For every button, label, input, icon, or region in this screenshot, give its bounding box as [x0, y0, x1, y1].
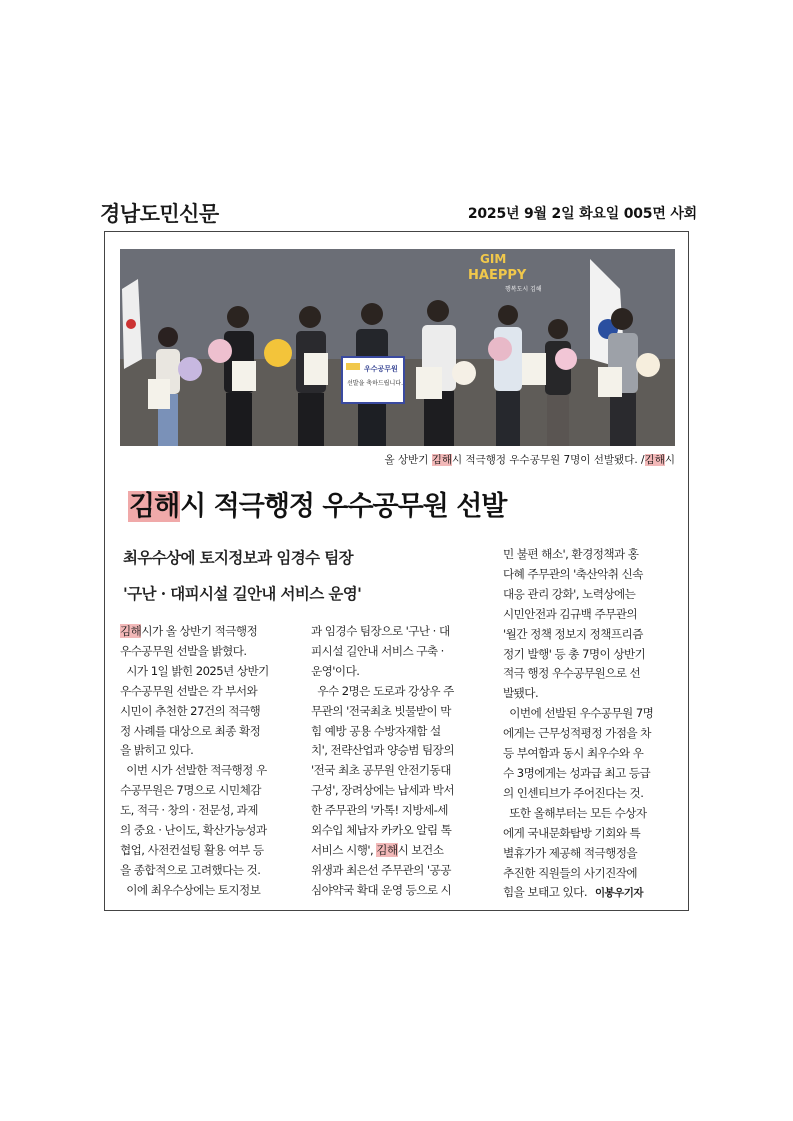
- caption-highlight-1: 김해: [431, 454, 453, 466]
- column-line: 구성', 장려상에는 납세과 박서: [311, 783, 454, 798]
- column-line: 위생과 최은선 주무관의 '공공: [311, 862, 451, 877]
- column-line: 심야약국 확대 운영 등으로 시: [311, 882, 452, 897]
- flower-bouquet: [178, 357, 202, 381]
- column-line: 협업, 사전컨설팅 활용 여부 등: [120, 842, 264, 857]
- flower-bouquet: [555, 348, 577, 370]
- photo-caption: [384, 452, 675, 467]
- column-line: 피시설 길안내 서비스 구축 ·: [311, 643, 444, 658]
- body-highlight: 김해: [120, 624, 142, 638]
- headline-highlight: 김해: [129, 491, 180, 522]
- certificate: [598, 367, 622, 397]
- flower-bouquet: [636, 353, 660, 377]
- flower-bouquet: [452, 361, 476, 385]
- column-line: 치', 전략산업과 양승범 팀장의: [311, 743, 454, 758]
- column-line: 외수입 체납자 카카오 알림 톡: [311, 823, 452, 838]
- column-line: 정 사례를 대상으로 최종 확정: [120, 723, 261, 738]
- article-column-2: [311, 622, 483, 901]
- article-headline: [128, 484, 506, 523]
- certificate: [416, 367, 442, 399]
- column-line: 시민안전과 김규백 주무관의: [503, 606, 638, 621]
- board-subtitle: 선발을 축하드립니다.: [347, 380, 403, 387]
- subheadline-1: 최우수상에 토지정보과 임경수 팀장: [123, 548, 353, 567]
- subheadline-2: '구난 · 대피시설 길안내 서비스 운영': [123, 584, 362, 603]
- backdrop-sign-line1: GIM: [480, 252, 507, 266]
- column-line-text: 시가 올 상반기 적극행정: [141, 624, 258, 638]
- column-line: 수 3명에게는 성과급 최고 등급: [503, 765, 651, 780]
- certificate: [522, 353, 546, 385]
- column-line: 또한 올해부터는 모든 수상자: [503, 805, 647, 820]
- board-logo: [346, 363, 360, 370]
- column-line: 등 부여함과 동시 최우수와 우: [503, 746, 644, 761]
- caption-pre: 올 상반기: [384, 454, 432, 466]
- column-line: 힘 예방 공용 수방자재함 설: [311, 723, 441, 738]
- column-line: 수공무원은 7명으로 시민체감: [120, 783, 261, 798]
- column-line: 이번 시가 선발한 적극행정 우: [120, 763, 267, 778]
- article-column-3: [503, 545, 675, 904]
- column-line: 우수 2명은 도로과 강상우 주: [311, 683, 454, 698]
- column-line: 을 밝히고 있다.: [120, 743, 194, 758]
- column-line: 이에 최우수상에는 토지정보: [120, 882, 261, 897]
- column-line: 의 중요 · 난이도, 확산가능성과: [120, 823, 267, 838]
- column-line: 을 종합적으로 고려했다는 것.: [120, 862, 261, 877]
- caption-post: 시: [664, 454, 675, 466]
- column-line: 대응 관리 강화', 노력상에는: [503, 586, 636, 601]
- column-line: [311, 841, 483, 861]
- column-line: 별휴가가 제공해 적극행정을: [503, 845, 638, 860]
- caption-highlight-2: 김해: [644, 454, 665, 466]
- column-line: 에게 국내문화탐방 기회와 특: [503, 825, 641, 840]
- column-line: 도, 적극 · 창의 · 전문성, 과제: [120, 803, 258, 818]
- column-line: 발됐다.: [503, 686, 539, 701]
- column-line: '전국 최초 공무원 안전기동대: [311, 763, 451, 778]
- column-line: 다혜 주무관의 '축산악취 신속: [503, 566, 643, 581]
- photo-illustration: [120, 249, 675, 446]
- reporter-byline: 이봉우기자: [594, 887, 643, 900]
- column-line: 적극 행정 우수공무원으로 선: [503, 666, 641, 681]
- column-line: 정기 발행' 등 총 7명이 상반기: [503, 646, 646, 661]
- column-line: 과 임경수 팀장으로 '구난 · 대: [311, 624, 450, 638]
- award-ceremony-photo: [120, 249, 675, 446]
- column-line: '월간 정책 정보지 정책프리즘: [503, 626, 643, 641]
- column-line: [120, 622, 292, 642]
- column-line: 이번에 선발된 우수공무원 7명: [503, 706, 654, 721]
- headline-rest: 시 적극행정 우수공무원 선발: [180, 491, 507, 522]
- column-line: 시민이 추천한 27건의 적극행: [120, 703, 261, 718]
- column-line: 민 불편 해소', 환경정책과 홍: [503, 547, 639, 561]
- column-line: 운영'이다.: [311, 663, 360, 678]
- certificate: [304, 353, 328, 385]
- column-line: 우수공무원 선발은 각 부서와: [120, 683, 258, 698]
- flower-bouquet: [488, 337, 512, 361]
- certificate: [232, 361, 256, 391]
- column-line: 추진한 직원들의 사기진작에: [503, 865, 638, 880]
- newspaper-masthead: 경남도민신문: [100, 202, 219, 226]
- caption-mid: 시 적극행정 우수공무원 7명이 선발됐다. /: [452, 454, 645, 466]
- column-line-text: 서비스 시행',: [311, 842, 374, 857]
- board-title: 우수공무원: [364, 365, 398, 373]
- column-line: 의 인센티브가 주어진다는 것.: [503, 785, 644, 800]
- publication-dateline: 2025년 9월 2일 화요일 005면 사회: [467, 206, 697, 222]
- column-line: 무관의 '전국최초 빗물받이 막: [311, 703, 451, 718]
- backdrop-sign-line2: HAEPPY: [468, 268, 527, 283]
- column-line: 우수공무원 선발을 밝혔다.: [120, 643, 247, 658]
- flag-emblem: [126, 319, 136, 329]
- column-line: 한 주무관의 '카톡! 지방세-세: [311, 803, 448, 818]
- column-line: [503, 883, 675, 904]
- column-line-text: 시 보건소: [397, 842, 444, 857]
- sunflower-bouquet: [264, 339, 292, 367]
- article-column-1: [120, 622, 292, 901]
- column-line: 에게는 근무성적평정 가점을 차: [503, 726, 651, 741]
- body-highlight: 김해: [376, 842, 398, 857]
- flower-bouquet: [208, 339, 232, 363]
- certificate: [148, 379, 170, 409]
- backdrop-sign-sub: 행복도시 김해: [505, 286, 542, 293]
- column-line-text: 힘을 보태고 있다.: [503, 885, 587, 900]
- column-line: 시가 1일 밝힌 2025년 상반기: [120, 663, 269, 678]
